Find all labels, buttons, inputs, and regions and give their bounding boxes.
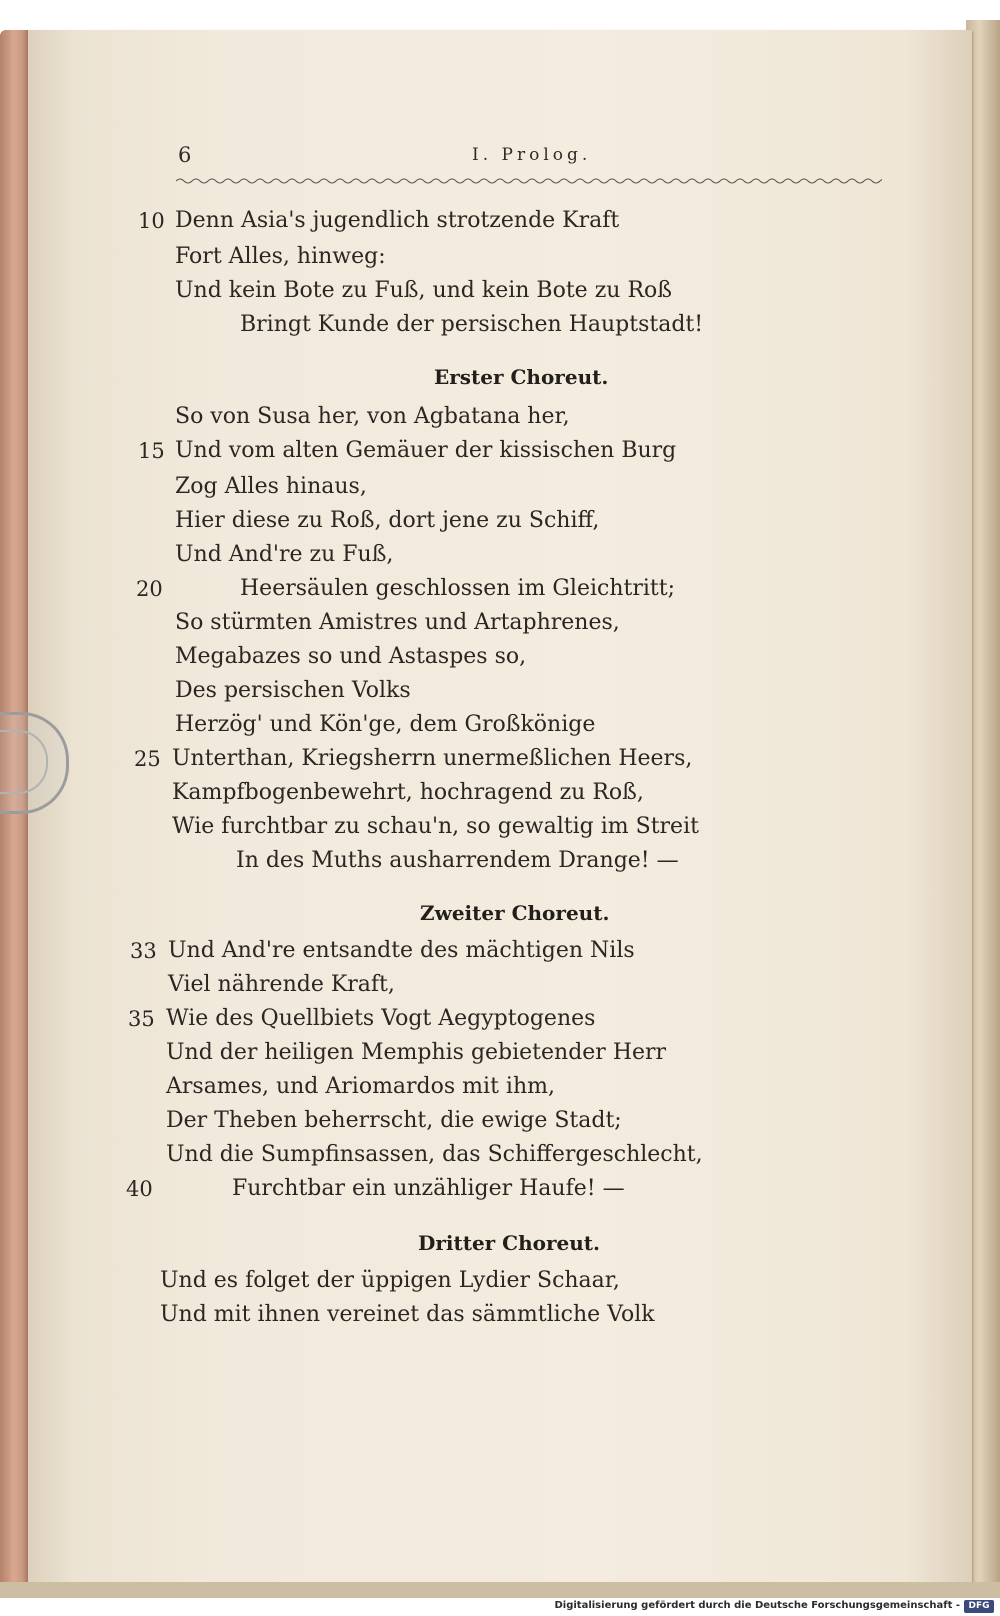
page-number: 6 bbox=[178, 143, 192, 167]
verse-line: Und es folget der üppigen Lydier Schaar, bbox=[160, 1268, 620, 1293]
verse-line: Und vom alten Gemäuer der kissischen Burg bbox=[175, 438, 677, 463]
line-number: 35 bbox=[128, 1007, 155, 1031]
line-number: 15 bbox=[138, 439, 165, 463]
line-number: 20 bbox=[136, 577, 163, 601]
verse-line: Und der heiligen Memphis gebietender Herr bbox=[166, 1040, 667, 1065]
verse-line: Des persischen Volks bbox=[175, 678, 411, 703]
verse-line: Arsames, und Ariomardos mit ihm, bbox=[166, 1074, 555, 1099]
running-title: I. Prolog. bbox=[472, 145, 592, 165]
speaker-heading: Dritter Choreut. bbox=[418, 1231, 600, 1255]
line-number: 33 bbox=[130, 939, 157, 963]
line-number: 25 bbox=[134, 747, 161, 771]
verse-line: Denn Asia's jugendlich strotzende Kraft bbox=[175, 208, 620, 233]
verse-line: Und mit ihnen vereinet das sämmtliche Volk bbox=[160, 1302, 655, 1327]
verse-line: Zog Alles hinaus, bbox=[175, 474, 367, 499]
verse-line: Und kein Bote zu Fuß, und kein Bote zu Roß bbox=[175, 278, 672, 303]
verse-line: Fort Alles, hinweg: bbox=[175, 244, 386, 269]
verse-line: Hier diese zu Roß, dort jene zu Schiff, bbox=[175, 508, 600, 533]
verse-line: Viel nährende Kraft, bbox=[168, 972, 395, 997]
line-number: 10 bbox=[138, 209, 165, 233]
verse-line: In des Muths ausharrendem Drange! — bbox=[236, 848, 679, 873]
verse-line: Bringt Kunde der persischen Hauptstadt! bbox=[240, 312, 704, 337]
verse-line: So stürmten Amistres und Artaphrenes, bbox=[175, 610, 620, 635]
verse-line: Wie des Quellbiets Vogt Aegyptogenes bbox=[166, 1006, 596, 1031]
verse-line: Kampfbogenbewehrt, hochragend zu Roß, bbox=[172, 780, 644, 805]
verse-line: Herzög' und Kön'ge, dem Großkönige bbox=[175, 712, 596, 737]
verse-line: Furchtbar ein unzähliger Haufe! — bbox=[232, 1176, 625, 1201]
line-number: 40 bbox=[126, 1177, 153, 1201]
speaker-heading: Zweiter Choreut. bbox=[420, 901, 610, 925]
verse-line: Der Theben beherrscht, die ewige Stadt; bbox=[166, 1108, 622, 1133]
verse-line: Und And're entsandte des mächtigen Nils bbox=[168, 938, 635, 963]
speaker-heading: Erster Choreut. bbox=[434, 365, 609, 389]
dfg-logo: DFG bbox=[964, 1600, 994, 1613]
verse-line: Und And're zu Fuß, bbox=[175, 542, 394, 567]
verse-line: Heersäulen geschlossen im Gleichtritt; bbox=[240, 576, 675, 601]
digitization-credit: Digitalisierung gefördert durch die Deutsche Forschungsgemeinschaft - bbox=[554, 1600, 960, 1611]
verse-line: So von Susa her, von Agbatana her, bbox=[175, 404, 570, 429]
verse-line: Unterthan, Kriegsherrn unermeßlichen Heers, bbox=[172, 746, 693, 771]
verse-line: Und die Sumpfinsassen, das Schiffergeschlecht, bbox=[166, 1142, 703, 1167]
verse-line: Megabazes so und Astaspes so, bbox=[175, 644, 527, 669]
verse-line: Wie furchtbar zu schau'n, so gewaltig im Streit bbox=[172, 814, 699, 839]
